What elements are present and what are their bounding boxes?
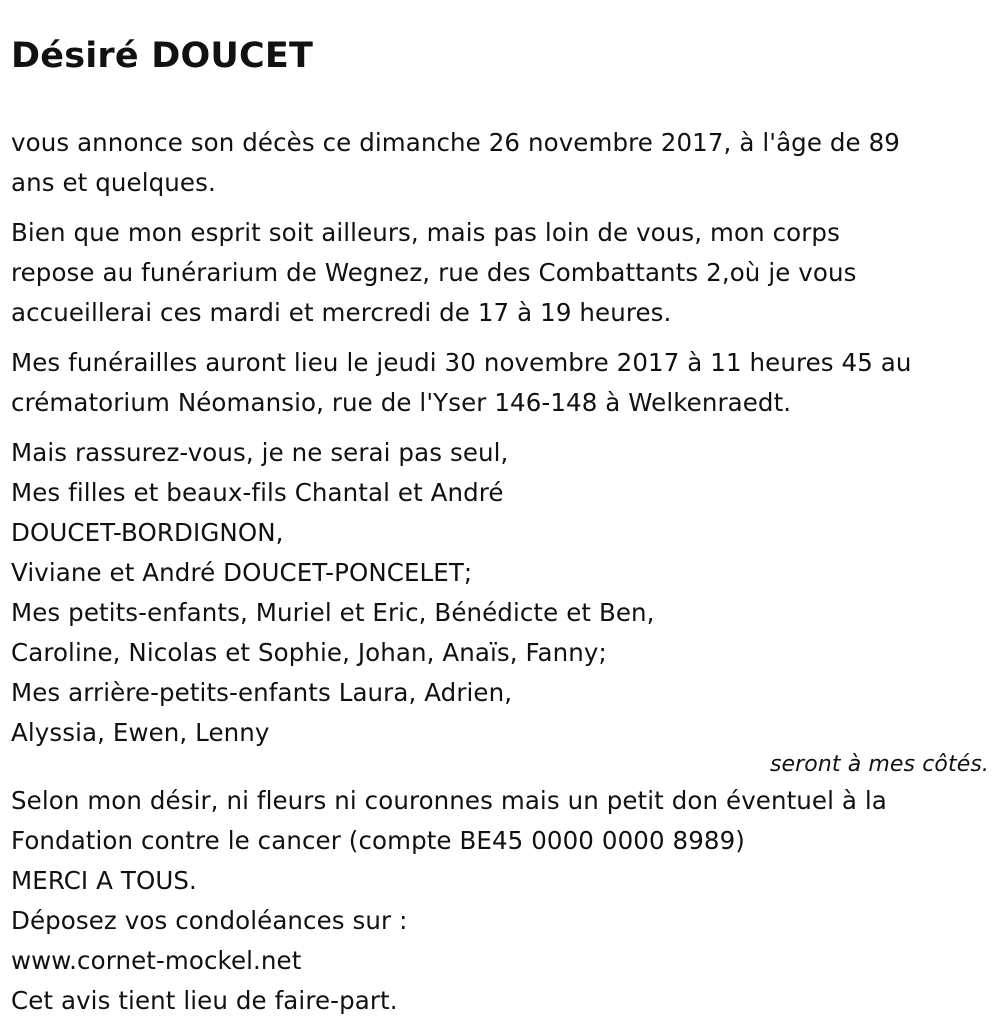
website-link[interactable]: www.cornet-mockel.net	[11, 946, 302, 975]
family-closing-line: seront à mes côtés.	[769, 752, 989, 777]
text-line: vous annonce son décès ce dimanche 26 novembre 2017, à l'âge de 89	[11, 128, 900, 157]
family-line: Viviane et André DOUCET-PONCELET;	[11, 558, 473, 587]
text-line: Bien que mon esprit soit ailleurs, mais pas loin de vous, mon corps	[11, 218, 840, 247]
closing-paragraph	[11, 781, 986, 1021]
family-paragraph	[11, 433, 989, 777]
family-line: Caroline, Nicolas et Sophie, Johan, Anaïs, Fanny;	[11, 638, 607, 667]
funeral-paragraph	[11, 343, 986, 423]
text-line: Déposez vos condoléances sur :	[11, 906, 408, 935]
family-line: DOUCET-BORDIGNON,	[11, 518, 284, 547]
family-line: Mes petits-enfants, Muriel et Eric, Bénédicte et Ben,	[11, 598, 655, 627]
text-line: MERCI A TOUS.	[11, 866, 197, 895]
family-line: Mes filles et beaux-fils Chantal et André	[11, 478, 504, 507]
obituary-body	[11, 123, 989, 1021]
page-title: Désiré DOUCET	[11, 36, 314, 76]
family-line: Alyssia, Ewen, Lenny	[11, 718, 270, 747]
text-line: repose au funérarium de Wegnez, rue des Combattants 2,où je vous	[11, 258, 857, 287]
text-line: Selon mon désir, ni fleurs ni couronnes mais un petit don éventuel à la	[11, 786, 887, 815]
family-line: Mes arrière-petits-enfants Laura, Adrien,	[11, 678, 513, 707]
family-line: Mais rassurez-vous, je ne serai pas seul,	[11, 438, 509, 467]
text-line: Mes funérailles auront lieu le jeudi 30 novembre 2017 à 11 heures 45 au	[11, 348, 912, 377]
text-line: accueillerai ces mardi et mercredi de 17 à 19 heures.	[11, 298, 672, 327]
text-line: crématorium Néomansio, rue de l'Yser 146-148 à Welkenraedt.	[11, 388, 792, 417]
visitation-paragraph	[11, 213, 986, 333]
text-line: Cet avis tient lieu de faire-part.	[11, 986, 398, 1015]
announcement-paragraph	[11, 123, 986, 203]
text-line: ans et quelques.	[11, 168, 216, 197]
text-line: Fondation contre le cancer (compte BE45 0000 0000 8989)	[11, 826, 745, 855]
website-line	[11, 941, 986, 981]
